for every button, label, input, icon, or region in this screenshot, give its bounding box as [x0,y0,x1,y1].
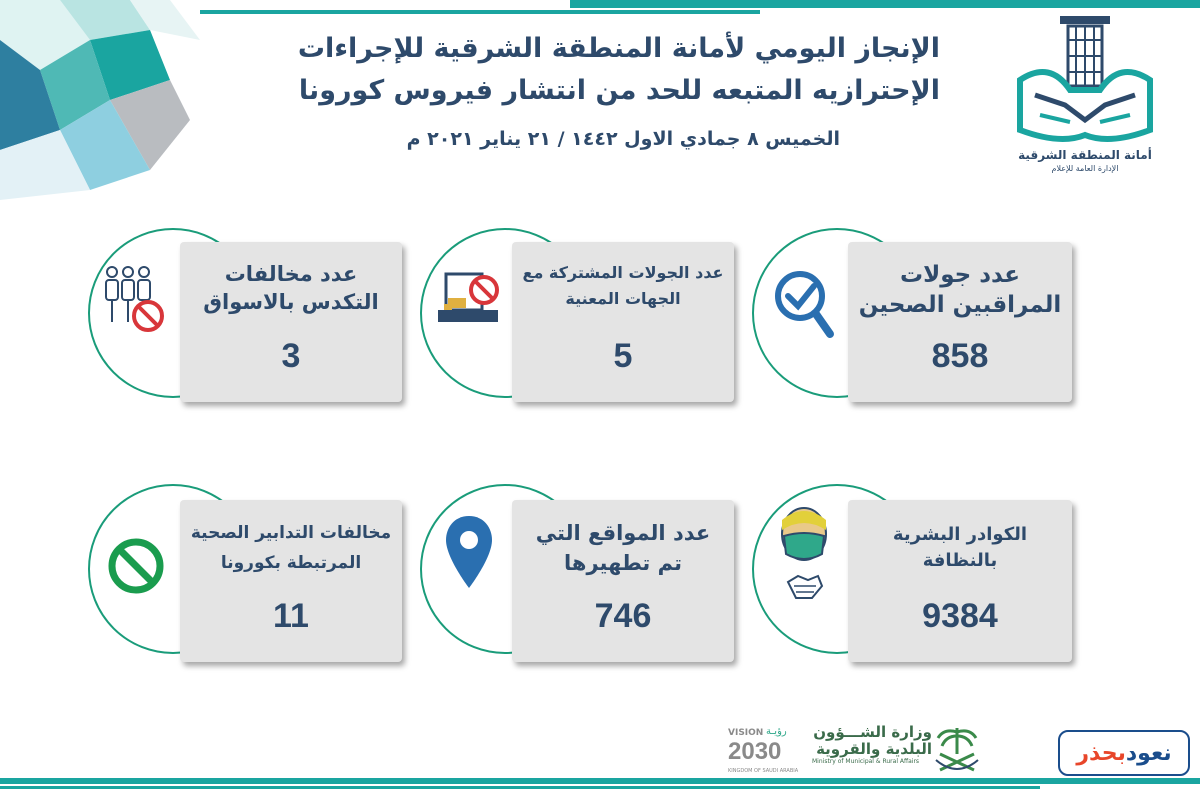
card-label: عدد المواقع التي تم تطهيرها [535,521,711,575]
stat-card-cleaning-staff [848,500,1072,662]
card-value: 746 [594,597,652,635]
card-label: عدد جولات المراقبين الصحين [858,262,1062,318]
decorative-hexagons [0,0,200,200]
card-value: 3 [281,337,301,375]
no-crowd-icon [100,262,172,340]
top-accent-bar [570,0,1200,8]
card-label: الكوادر البشرية بالنظافة [892,524,1028,571]
report-date: الخميس ٨ جمادي الاول ١٤٤٢ / ٢١ يناير ٢٠٢١ م [406,128,840,150]
card-label: عدد الجولات المشتركة مع الجهات المعنية [522,263,724,308]
magnifier-check-icon [772,268,836,348]
card-value: 11 [273,597,309,635]
logo-subtitle: الإدارة العامة للإعلام [1051,164,1119,173]
bottom-accent-line [0,786,1040,789]
stat-card-sanitized-sites [512,500,734,662]
stat-card-health-measure-violations [180,500,402,662]
eastern-province-logo [1010,10,1160,180]
no-market-stall-icon [434,264,506,336]
saudi-emblem-icon [932,724,982,776]
title-line-2: الإحترازيه المتبعه للحد من انتشار فيروس كورونا [298,75,940,106]
vision-2030-logo: VISION رؤيـة 2030 KINGDOM OF SAUDI ARABIA [728,726,799,774]
top-accent-line [200,10,760,14]
stat-card-health-monitor-rounds [848,242,1072,402]
ministry-logo: وزارة الشـــؤون البلدية والقروية Ministry of Municipal & Rural Affairs [812,723,932,765]
card-value: 5 [613,337,633,375]
bottom-accent-bar [0,778,1200,784]
prohibited-icon [106,536,166,600]
logo-name: أمانة المنطقة الشرقية [1018,148,1152,162]
card-label: عدد مخالفات التكدس بالاسواق [203,262,379,314]
logo-emblem-icon [1010,10,1160,150]
stat-card-joint-rounds [512,242,734,402]
card-value: 9384 [922,597,998,635]
stat-card-market-crowding-violations [180,242,402,402]
card-value: 858 [931,337,989,375]
title-line-1: الإنجاز اليومي لأمانة المنطقة الشرقية للإجراءات [297,33,940,64]
mask-gloves-icon [772,506,838,620]
location-pin-icon [444,514,494,594]
campaign-logo: نعود بحذر [1058,730,1190,776]
page-title [220,28,940,112]
card-label: مخالفات التدابير الصحية المرتبطة بكورونا [190,523,392,573]
